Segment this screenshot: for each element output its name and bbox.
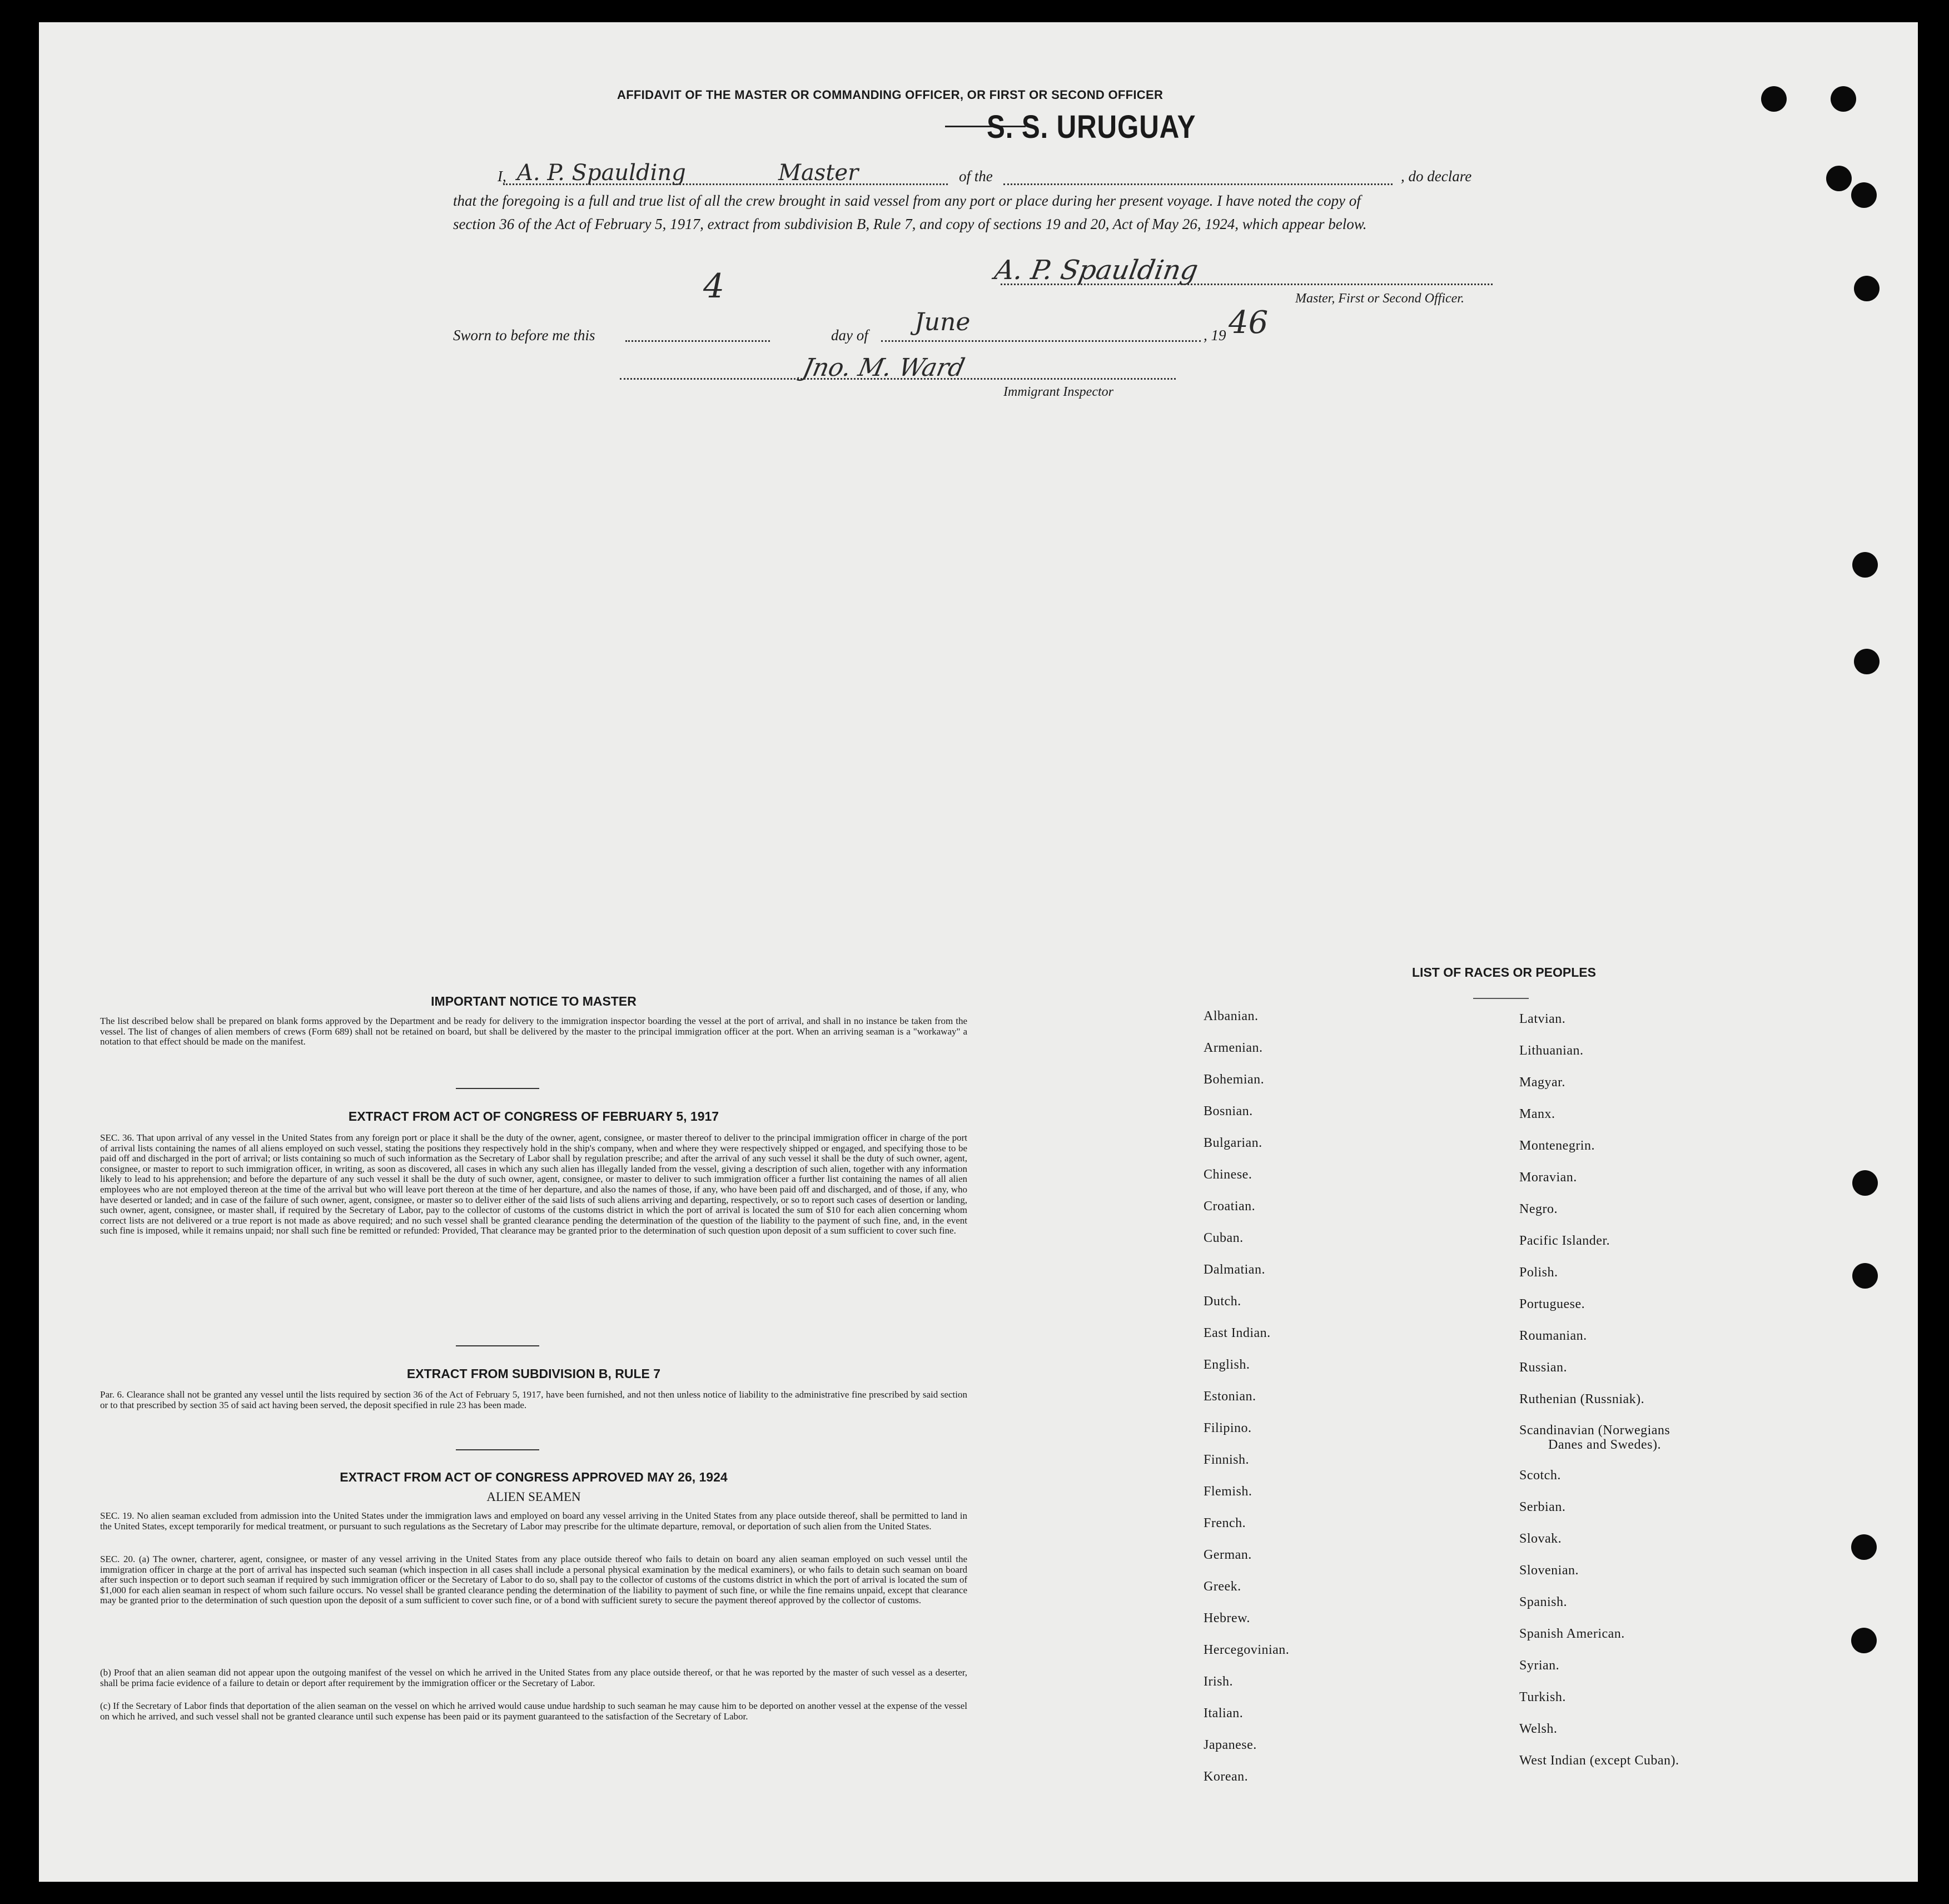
punch-hole: [1852, 1170, 1878, 1196]
race-item: Pacific Islander.: [1519, 1234, 1610, 1248]
race-item: Syrian.: [1519, 1658, 1560, 1673]
race-item: Spanish.: [1519, 1595, 1568, 1609]
punch-hole: [1854, 276, 1880, 301]
race-item: Japanese.: [1204, 1738, 1257, 1752]
race-item: Slovenian.: [1519, 1563, 1579, 1578]
races-heading: LIST OF RACES OR PEOPLES: [1412, 965, 1596, 980]
race-item: Bulgarian.: [1204, 1136, 1262, 1150]
race-item: Albanian.: [1204, 1009, 1259, 1023]
race-item: Dalmatian.: [1204, 1262, 1265, 1277]
handwritten-month: June: [914, 308, 971, 336]
race-item: Korean.: [1204, 1769, 1249, 1784]
rule7-body: Par. 6. Clearance shall not be granted any vessel until the lists required by section 36 of the Act of February 5, 1917, have been furnished, and not then unless notice of liability to the administrative fine prescribed by said section or to that prescribed by section 35 of said act having been served, the deposit specified in rule 23 has been made.: [100, 1389, 967, 1410]
manifest-page: [39, 22, 1918, 1882]
race-item: West Indian (except Cuban).: [1519, 1753, 1679, 1768]
race-item: Bohemian.: [1204, 1072, 1265, 1087]
race-item: Irish.: [1204, 1674, 1233, 1689]
race-item: East Indian.: [1204, 1326, 1271, 1340]
punch-hole: [1852, 1263, 1878, 1289]
race-item: Ruthenian (Russniak).: [1519, 1392, 1645, 1406]
extract-1924-heading: EXTRACT FROM ACT OF CONGRESS APPROVED MAY 26, 1924: [340, 1470, 728, 1484]
punch-hole: [1852, 552, 1878, 578]
race-item: Hercegovinian.: [1204, 1643, 1290, 1657]
races-divider: [1473, 998, 1529, 999]
inspector-signature-line: [620, 378, 1176, 380]
divider: [456, 1449, 539, 1450]
master-signature-label: Master, First or Second Officer.: [1295, 291, 1464, 306]
handwritten-day: 4: [703, 267, 725, 306]
race-item: Armenian.: [1204, 1041, 1263, 1055]
divider: [456, 1088, 539, 1089]
punch-hole: [1851, 1534, 1877, 1560]
race-item: Scotch.: [1519, 1468, 1561, 1483]
race-item: Estonian.: [1204, 1389, 1256, 1404]
extract-1924-subheading: ALIEN SEAMEN: [486, 1490, 581, 1504]
race-item: Croatian.: [1204, 1199, 1256, 1214]
extract-1917-heading: EXTRACT FROM ACT OF CONGRESS OF FEBRUARY 5, 1917: [348, 1109, 719, 1123]
race-item: Finnish.: [1204, 1453, 1250, 1467]
race-item: Dutch.: [1204, 1294, 1241, 1309]
punch-hole: [1761, 86, 1787, 112]
race-item: Italian.: [1204, 1706, 1244, 1721]
race-item: Greek.: [1204, 1579, 1241, 1594]
notice-body: The list described below shall be prepared on blank forms approved by the Department and be ready for delivery to the immigration inspector boarding the vessel at the port of arrival, and shall in no instance be taken from the vessel. The list of changes of alien members of crews (Form 689) shall not be retained on board, but shall be delivered by the master to the principal immigration officer at the port. When an arriving seaman is a "workaway" a notation to that effect should be made on the manifest.: [100, 1016, 967, 1047]
vessel-dotted-line: [1003, 183, 1393, 185]
race-item: Polish.: [1519, 1265, 1558, 1280]
inspector-label: Immigrant Inspector: [1003, 385, 1113, 399]
inspector-signature: Jno. M. Ward: [800, 354, 967, 382]
punch-hole: [1851, 182, 1877, 208]
extract-1924-sec19: SEC. 19. No alien seaman excluded from admission into the United States under the immigration laws and employed on board any vessel arriving in the United States from any place outside thereof, shall be permitted to land in the United States, except temporarily for medical treatment, or pursuant to such regulations as the Secretary of Labor may prescribe for the ultimate departure, removal, or deportation of such alien from the United States.: [100, 1510, 967, 1532]
race-item: French.: [1204, 1516, 1246, 1530]
extract-1924-sec20a: SEC. 20. (a) The owner, charterer, agent, consignee, or master of any vessel arriving in the United States from any place outside thereof who fails to detain on board any alien seaman employed on such vessel until the immigration officer in charge at the port of arrival has inspected such seaman (which inspection in all cases shall include a personal physical examination by the medical examiners), or who fails to detain such seaman on board after such inspection or to deport such seaman if required by such immigration officer or the Secretary of Labor to do so, shall pay to the collector of customs of the customs district in which the port of arrival is located the sum of $1,000 for each alien seaman in respect of whom such failure occurs. No vessel shall be granted clearance pending the determination of the liability to payment of such fine, or while the fine remains unpaid, except that clearance may be granted prior to the determination of such question upon the deposit of a sum sufficient to cover such fine, or of a bond with sufficient surety to secure the payment thereof approved by the collector of customs.: [100, 1554, 967, 1606]
race-item: German.: [1204, 1548, 1252, 1562]
punch-hole: [1831, 86, 1856, 112]
punch-hole: [1851, 1628, 1877, 1653]
race-item: Russian.: [1519, 1360, 1568, 1375]
declaration-first-line: I, A. P. Spaulding Master of the , do declare: [498, 160, 1472, 186]
notice-heading: IMPORTANT NOTICE TO MASTER: [431, 994, 637, 1008]
race-item: Turkish.: [1519, 1690, 1566, 1704]
race-item: Filipino.: [1204, 1421, 1252, 1435]
divider: [456, 1345, 539, 1346]
race-item: Manx.: [1519, 1107, 1555, 1121]
rule7-heading: EXTRACT FROM SUBDIVISION B, RULE 7: [406, 1366, 661, 1381]
race-item: Moravian.: [1519, 1170, 1577, 1185]
extract-1917-body: SEC. 36. That upon arrival of any vessel in the United States from any foreign port or place it shall be the duty of the owner, agent, consignee, or master thereof to deliver to the principal immigration officer in charge of the port of arrival lists containing the names of all aliens employed on such vessel, stating the positions they respectively hold in the ship's company, when and where they were respectively shipped or engaged, and specifying those to be paid off and discharged in the port of arrival; or lists containing so much of such information as the Secretary of Labor shall by regulation prescribe; and after the arrival of any such vessel it shall be the duty of such owner, agent, consignee, or master to report to such immigration officer, in writing, as soon as discovered, all cases in which any such alien has illegally landed from the vessel, giving a description of such alien, together with any information likely to lead to his apprehension; and before the departure of any such vessel it shall be the duty of such owner, agent, consignee, or master to deliver to such immigration officer a further list containing the names of all alien employees who are not employed thereon at the time of the arrival but who will leave port thereon at the time of her departure, and also the names of those, if any, who have been paid off and discharged, and of those, if any, who have deserted or landed; and in case of the failure of such owner, agent, consignee, or master so to deliver either of the said lists of such aliens arriving and departing, respectively, or so to report such cases of desertion or landing, such owner, agent, consignee, or master shall, if required by the Secretary of Labor, pay to the collector of customs of the customs district in which the port of arrival is located the sum of $10 for each alien concerning whom correct lists are not delivered or a true report is not made as above required; and no such vessel shall be granted clearance pending the determination of the question of the liability to the payment of such fine, and, in the event such fine is imposed, while it remains unpaid; nor shall such fine be remitted or refunded: Provided, That clearance may be granted prior to the determination of such question upon deposit of a sum sufficient to cover such fine.: [100, 1132, 967, 1236]
race-item: Cuban.: [1204, 1231, 1244, 1245]
handwritten-year: 46: [1229, 305, 1269, 341]
declaration-line-3: section 36 of the Act of February 5, 1917, extract from subdivision B, Rule 7, and copy of sections 19 and 20, Act of May 26, 1924, which appear below.: [453, 216, 1367, 232]
race-item: Roumanian.: [1519, 1329, 1587, 1343]
handwritten-rank: Master: [778, 160, 859, 186]
race-item: English.: [1204, 1358, 1250, 1372]
master-signature: A. P. Spaulding: [992, 255, 1201, 286]
race-item: Chinese.: [1204, 1167, 1252, 1182]
race-item: Welsh.: [1519, 1722, 1558, 1736]
race-item: Negro.: [1519, 1202, 1558, 1216]
race-item-continued: Danes and Swedes).: [1548, 1438, 1661, 1452]
race-item: Hebrew.: [1204, 1611, 1250, 1625]
race-item: Slovak.: [1519, 1532, 1562, 1546]
punch-hole: [1854, 649, 1880, 674]
sworn-line: Sworn to before me this day of June , 19 46: [453, 305, 1269, 344]
declaration-line-2: that the foregoing is a full and true list of all the crew brought in said vessel from any port or place during her present voyage. I have noted the copy of: [453, 192, 1361, 209]
race-item: Montenegrin.: [1519, 1139, 1595, 1153]
race-item: Serbian.: [1519, 1500, 1566, 1514]
race-item: Scandinavian (Norwegians: [1519, 1423, 1670, 1438]
race-item: Lithuanian.: [1519, 1043, 1584, 1058]
race-item: Magyar.: [1519, 1075, 1565, 1090]
race-item: Portuguese.: [1519, 1297, 1585, 1311]
name-dotted-line: [503, 183, 948, 185]
race-item: Bosnian.: [1204, 1104, 1253, 1118]
race-item: Flemish.: [1204, 1484, 1252, 1499]
vessel-stamp: S. S. URUGUAY: [987, 109, 1196, 145]
punch-hole: [1826, 166, 1852, 191]
master-signature-line: [1001, 284, 1493, 285]
extract-1924-sec20b: (b) Proof that an alien seaman did not appear upon the outgoing manifest of the vessel on which he arrived in the United States from any place outside thereof, or that he was reported by the master of such vessel as a deserter, shall be prima facie evidence of a failure to detain or deport after requirement by the immigration officer or the Secretary of Labor.: [100, 1667, 967, 1688]
race-item: Spanish American.: [1519, 1627, 1625, 1641]
affidavit-title: AFFIDAVIT OF THE MASTER OR COMMANDING OFFICER, OR FIRST OR SECOND OFFICER: [617, 88, 1164, 102]
extract-1924-sec20c: (c) If the Secretary of Labor finds that deportation of the alien seaman on the vessel on which he arrived would cause undue hardship to such seaman he may cause him to be deported on another vessel at the expense of the vessel on which he arrived, and such vessel shall not be granted clearance until such expense has been paid or its payment guaranteed to the satisfaction of the Secretary of Labor.: [100, 1701, 967, 1722]
race-item: Latvian.: [1519, 1012, 1566, 1026]
handwritten-name: A. P. Spaulding: [517, 160, 686, 186]
